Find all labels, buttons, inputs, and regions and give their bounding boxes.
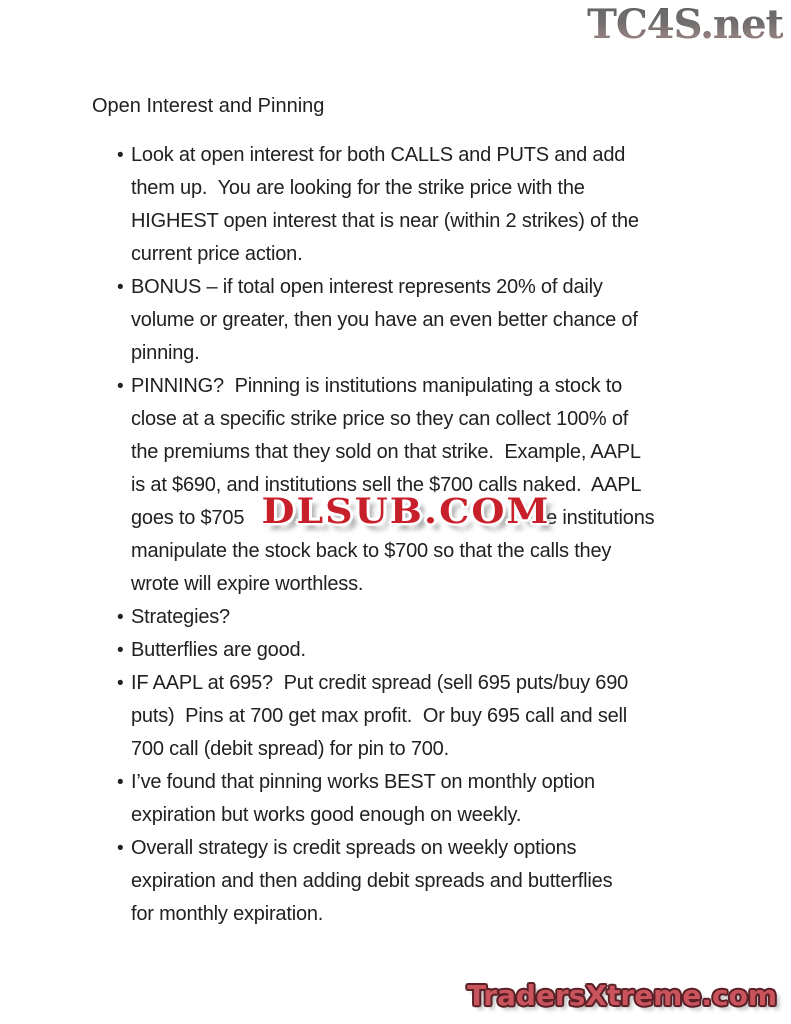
bullet-text: [131, 766, 752, 832]
text-line: manipulate the stock back to $700 so that the calls they: [131, 540, 612, 562]
bullet-dot-icon: •: [117, 838, 124, 859]
bullet-item: [92, 634, 752, 667]
obscured-line-suffix: se institutions: [536, 507, 655, 529]
text-line: BONUS – if total open interest represents 20% of daily: [131, 276, 603, 298]
bullet-dot-icon: •: [117, 145, 124, 166]
text-line: them up. You are looking for the strike price with the: [131, 177, 585, 199]
bullet-item: [92, 832, 752, 931]
text-line: for monthly expiration.: [131, 903, 324, 925]
bullet-dot-icon: •: [117, 376, 124, 397]
text-line: current price action.: [131, 243, 303, 265]
dlsub-watermark: DLSUB.COM: [261, 489, 551, 532]
text-line: expiration and then adding debit spreads and butterflies: [131, 870, 613, 892]
bullet-text: [131, 601, 752, 634]
bullet-item: [92, 667, 752, 766]
bullet-item: [92, 139, 752, 271]
bullet-item: [92, 271, 752, 370]
text-line: volume or greater, then you have an even better chance of: [131, 309, 638, 331]
text-line: HIGHEST open interest that is near (within 2 strikes) of the: [131, 210, 639, 232]
tc4s-logo: TC4S.net: [587, 1, 783, 48]
text-line: Overall strategy is credit spreads on weekly options: [131, 837, 577, 859]
text-line: PINNING? Pinning is institutions manipulating a stock to: [131, 375, 623, 397]
bullet-dot-icon: •: [117, 772, 124, 793]
tradersxtreme-logo: TradersXtreme.com: [467, 979, 777, 1012]
text-line: expiration but works good enough on weekly.: [131, 804, 522, 826]
page-title: Open Interest and Pinning: [92, 95, 325, 117]
bullet-dot-icon: •: [117, 607, 124, 628]
text-line: close at a specific strike price so they can collect 100% of: [131, 408, 629, 430]
bullet-text: [131, 370, 752, 601]
bullet-text: [131, 634, 752, 667]
bullet-text: [131, 271, 752, 370]
bullet-item: [92, 601, 752, 634]
bullet-dot-icon: •: [117, 673, 124, 694]
bullet-text: [131, 667, 752, 766]
bullet-list: [92, 139, 752, 931]
text-line: Butterflies are good.: [131, 639, 306, 661]
bullet-dot-icon: •: [117, 640, 124, 661]
bullet-item: [92, 766, 752, 832]
bullet-dot-icon: •: [117, 277, 124, 298]
text-line: puts) Pins at 700 get max profit. Or buy 695 call and sell: [131, 705, 628, 727]
text-line: wrote will expire worthless.: [131, 573, 364, 595]
text-line: I’ve found that pinning works BEST on monthly option: [131, 771, 595, 793]
obscured-line-prefix: goes to $705: [131, 507, 245, 529]
text-line: Look at open interest for both CALLS and PUTS and add: [131, 144, 626, 166]
bullet-item: [92, 370, 752, 601]
text-line: the premiums that they sold on that strike. Example, AAPL: [131, 441, 641, 463]
text-line: IF AAPL at 695? Put credit spread (sell 695 puts/buy 690: [131, 672, 629, 694]
text-line: 700 call (debit spread) for pin to 700.: [131, 738, 449, 760]
bullet-text: [131, 139, 752, 271]
bullet-text: [131, 832, 752, 931]
text-line: is at $690, and institutions sell the $700 calls naked. AAPL: [131, 474, 642, 496]
text-line: pinning.: [131, 342, 200, 364]
text-line: Strategies?: [131, 606, 230, 628]
